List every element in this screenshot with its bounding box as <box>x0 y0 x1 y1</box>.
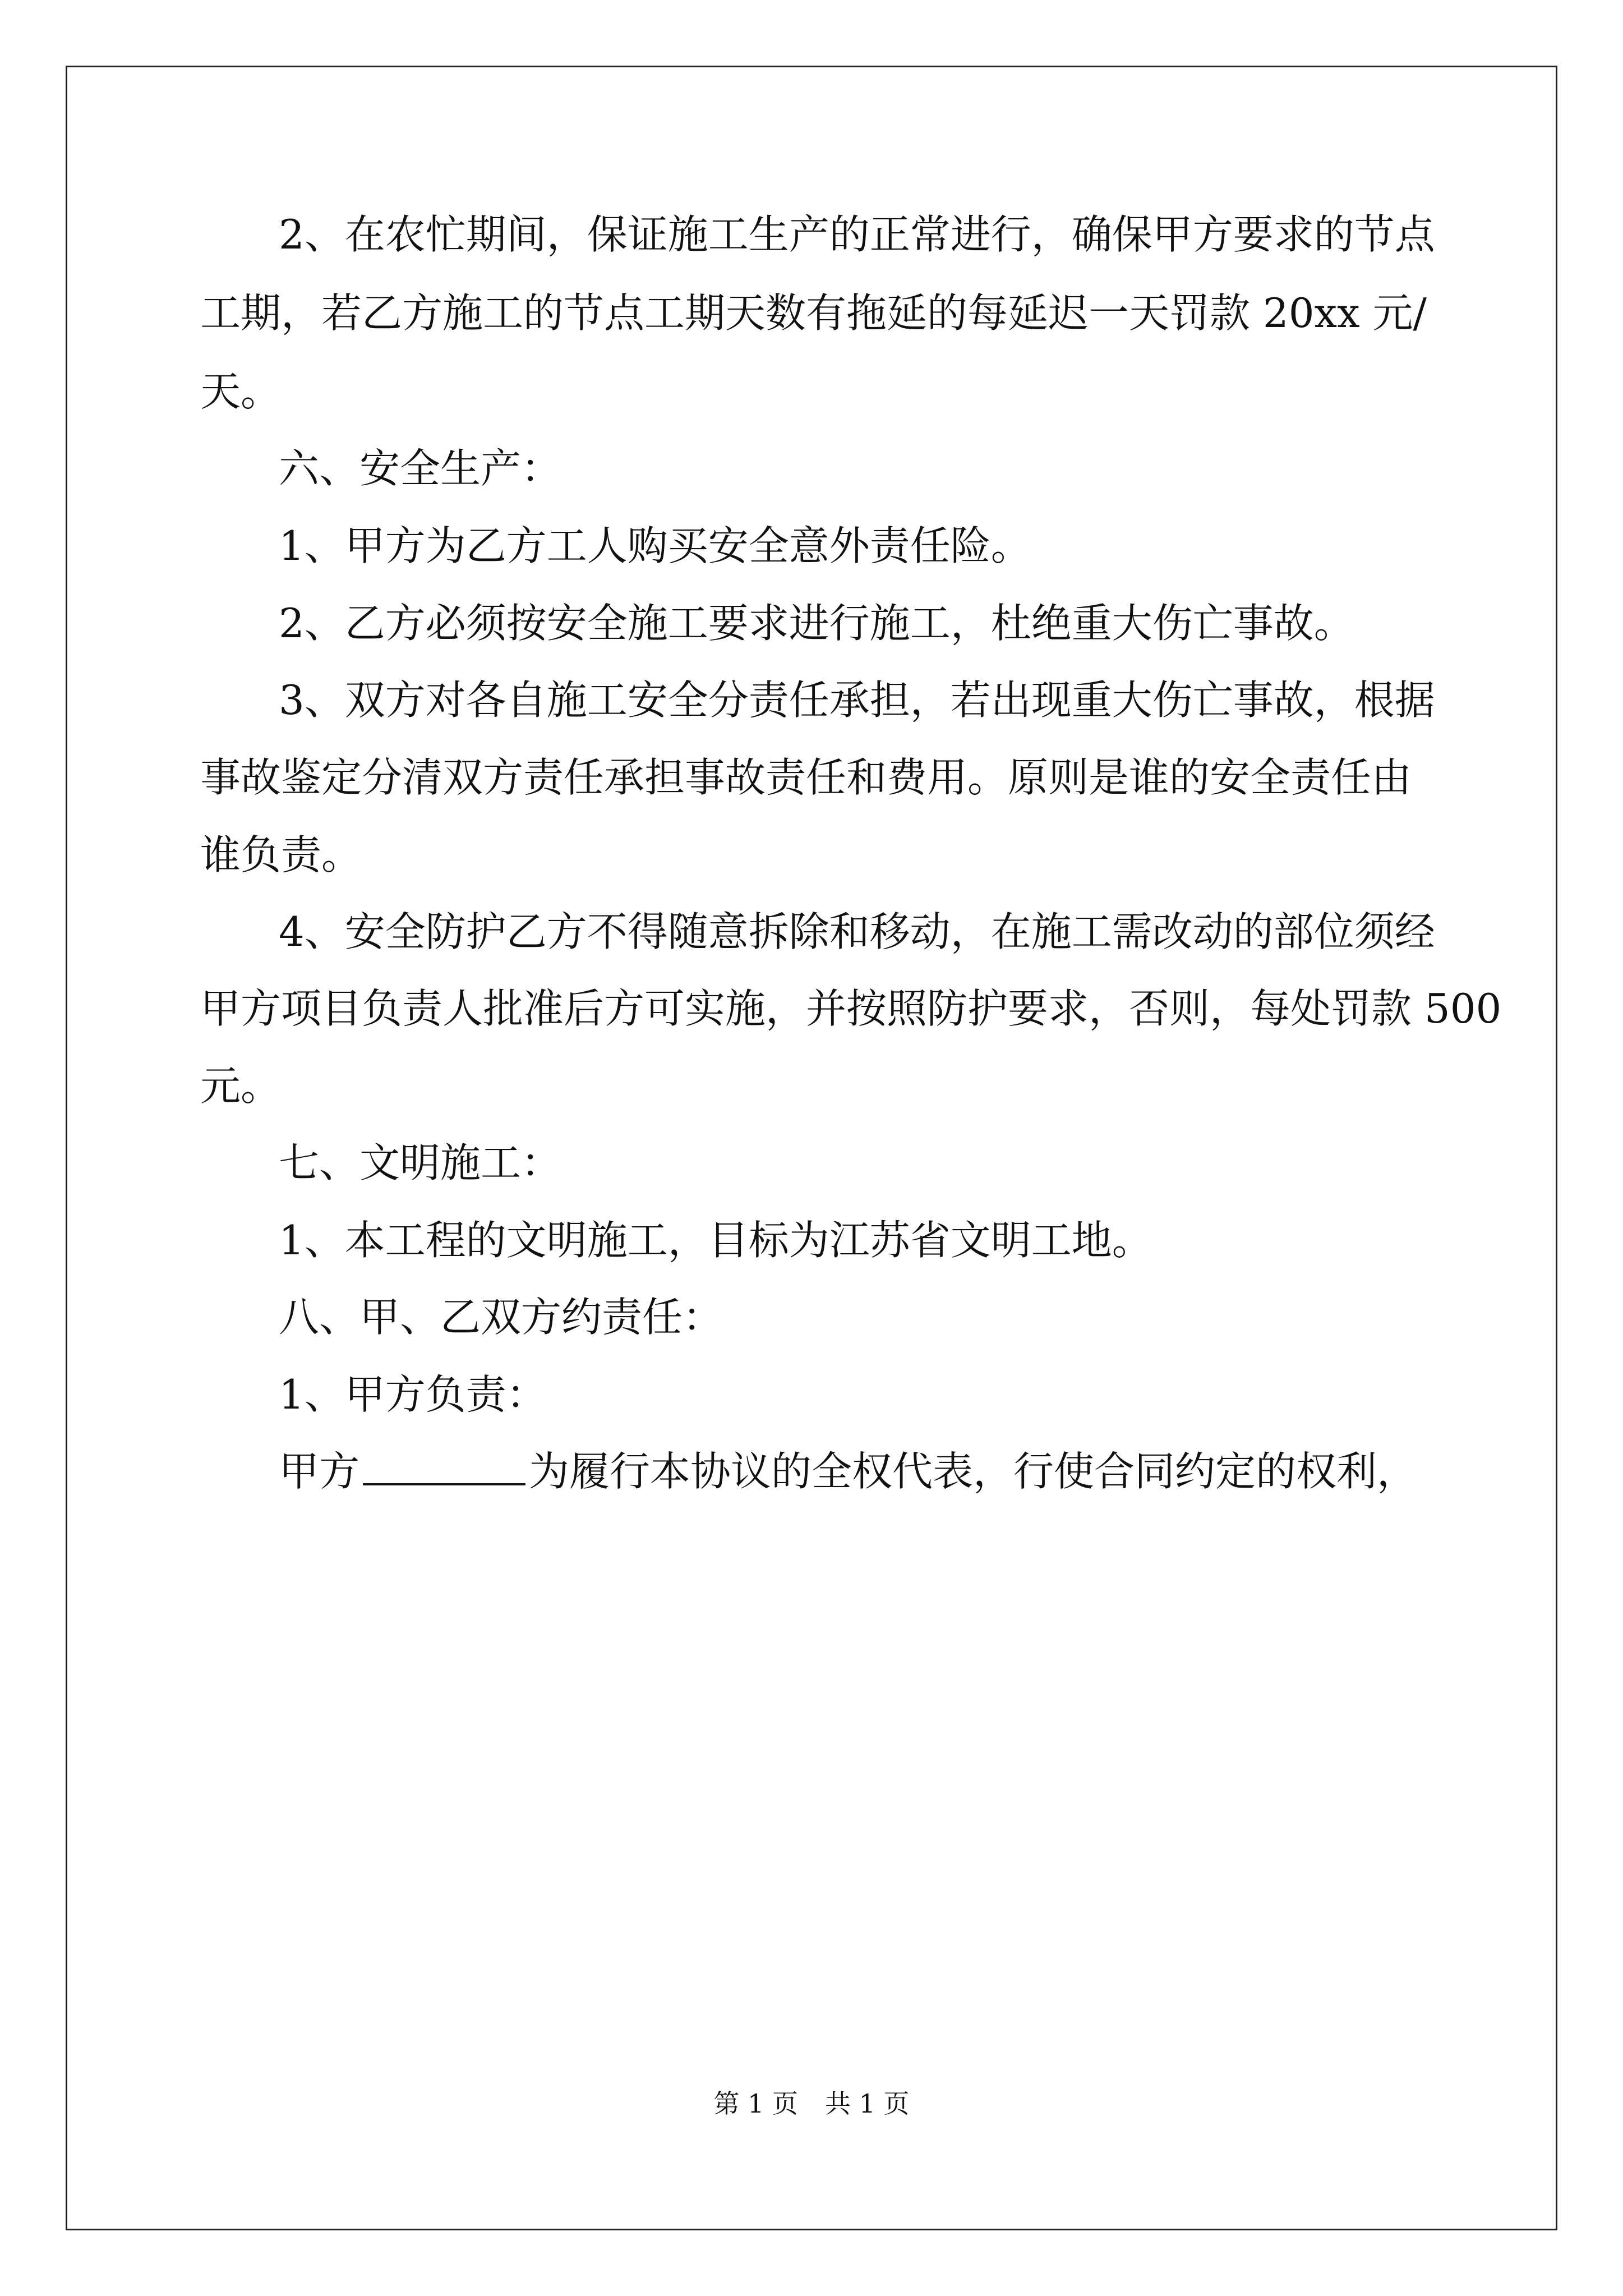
paragraph-line: 工期，若乙方施工的节点工期天数有拖延的每延迟一天罚款 20xx 元/ <box>200 289 1427 337</box>
paragraph-line: 甲方项目负责人批准后方可实施，并按照防护要求，否则，每处罚款 500 <box>200 985 1502 1032</box>
paragraph-line: 1、本工程的文明施工，目标为江苏省文明工地。 <box>279 1217 1152 1264</box>
page-number: 第 1 页 <box>713 2088 798 2119</box>
paragraph-line: 3、双方对各自施工安全分责任承担，若出现重大伤亡事故，根据 <box>279 677 1435 724</box>
signature-blank <box>363 1448 525 1485</box>
paragraph-line: 谁负责。 <box>200 831 362 878</box>
party-a-label: 甲方 <box>279 1448 360 1495</box>
paragraph-line: 2、在农忙期间，保证施工生产的正常进行，确保甲方要求的节点 <box>279 211 1435 258</box>
paragraph-line: 4、安全防护乙方不得随意拆除和移动，在施工需改动的部位须经 <box>279 908 1435 955</box>
paragraph-line: 1、甲方为乙方工人购买安全意外责任险。 <box>279 522 1031 569</box>
paragraph-line: 事故鉴定分清双方责任承担事故责任和费用。原则是谁的安全责任由 <box>200 754 1412 801</box>
paragraph-line <box>279 1444 1417 1498</box>
paragraph-line: 元。 <box>200 1062 282 1110</box>
page-footer <box>0 2087 1623 2120</box>
paragraph-line: 2、乙方必须按安全施工要求进行施工，杜绝重大伤亡事故。 <box>279 600 1354 647</box>
page-total: 共 1 页 <box>825 2088 910 2119</box>
paragraph-line: 天。 <box>200 368 282 415</box>
paragraph-line: 1、甲方负责： <box>279 1371 547 1418</box>
section-heading: 八、甲、乙双方约责任： <box>279 1294 723 1341</box>
section-heading: 六、安全生产： <box>279 445 562 492</box>
party-a-text: 为履行本协议的全权代表，行使合同约定的权利， <box>529 1448 1418 1495</box>
section-heading: 七、文明施工： <box>279 1139 562 1186</box>
